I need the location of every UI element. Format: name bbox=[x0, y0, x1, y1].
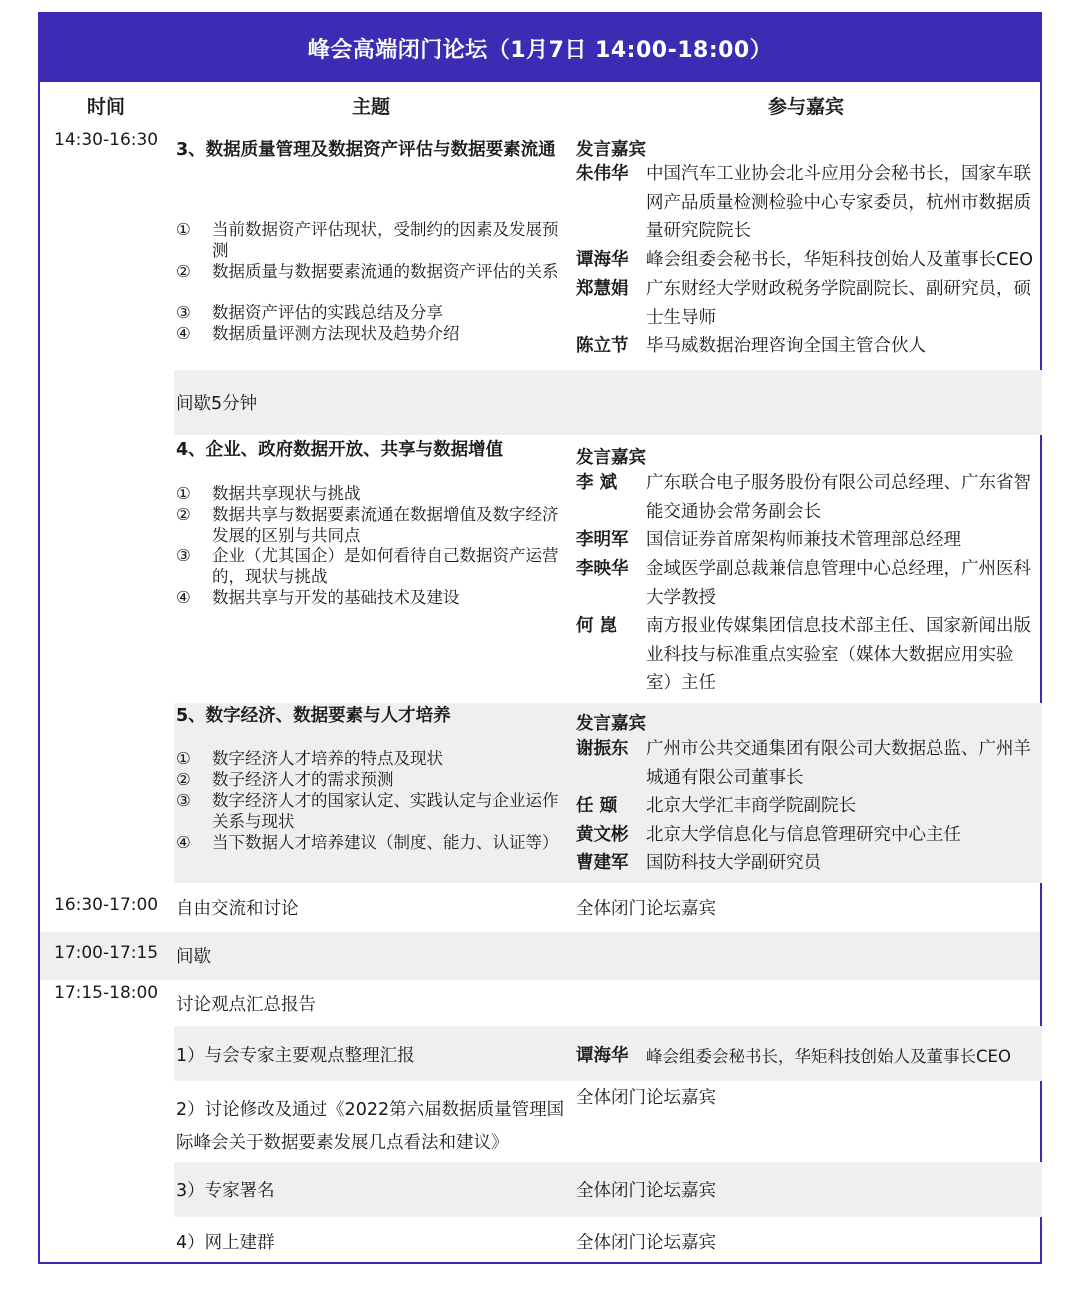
report-item-1-topic: 1）与会专家主要观点整理汇报 bbox=[176, 1046, 415, 1066]
speaker-desc: 毕马威数据治理咨询全国主管合伙人 bbox=[646, 336, 926, 356]
section-5-item bbox=[176, 769, 576, 790]
speaker-desc: 北京大学信息化与信息管理研究中心主任 bbox=[646, 825, 961, 845]
speaker-row bbox=[576, 555, 1036, 612]
speaker-desc: 国信证券首席架构师兼技术管理部总经理 bbox=[646, 530, 961, 550]
column-header-topic: 主题 bbox=[352, 96, 391, 118]
speaker-row bbox=[576, 275, 1036, 332]
report-item-2-guests: 全体闭门论坛嘉宾 bbox=[576, 1088, 716, 1108]
item-text: 数据共享现状与挑战 bbox=[212, 484, 361, 503]
section-4-item bbox=[176, 483, 576, 504]
speaker-name: 李 斌 bbox=[576, 473, 618, 493]
speaker-row bbox=[576, 469, 1036, 526]
speaker-row bbox=[576, 526, 1036, 555]
agenda-frame bbox=[38, 12, 1042, 1264]
speaker-desc: 广州市公共交通集团有限公司大数据总监、广州羊城通有限公司董事长 bbox=[646, 739, 1031, 788]
item-number: ③ bbox=[176, 791, 191, 810]
report-item-3-guests: 全体闭门论坛嘉宾 bbox=[576, 1181, 716, 1201]
item-text: 数字经济人才的国家认定、实践认定与企业运作关系与现状 bbox=[212, 791, 559, 831]
speaker-desc: 金域医学副总裁兼信息管理中心总经理，广州医科大学教授 bbox=[646, 559, 1031, 608]
item-text: 当下数据人才培养建议（制度、能力、认证等） bbox=[212, 833, 559, 852]
column-header-guests: 参与嘉宾 bbox=[768, 96, 845, 118]
speaker-name: 任 颋 bbox=[576, 796, 618, 816]
speaker-row bbox=[576, 821, 1036, 850]
time-slot-2: 16:30-17:00 bbox=[54, 895, 159, 915]
break-topic: 间歇 bbox=[176, 947, 211, 967]
speaker-name: 谢振东 bbox=[576, 739, 629, 759]
item-text: 数据质量与数据要素流通的数据资产评估的关系 bbox=[212, 262, 559, 281]
speaker-name: 李明军 bbox=[576, 530, 629, 550]
item-number: ④ bbox=[176, 833, 191, 852]
item-number: ① bbox=[176, 484, 191, 503]
section-5-title: 5、数字经济、数据要素与人才培养 bbox=[176, 706, 451, 726]
item-number: ④ bbox=[176, 588, 191, 607]
speaker-row bbox=[576, 792, 1036, 821]
section-3-item bbox=[176, 261, 576, 282]
item-text: 企业（尤其国企）是如何看待自己数据资产运营的，现状与挑战 bbox=[212, 546, 559, 586]
section-5-speaker-label: 发言嘉宾 bbox=[576, 714, 646, 734]
speaker-desc: 广东联合电子服务股份有限公司总经理、广东省智能交通协会常务副会长 bbox=[646, 473, 1031, 522]
item-number: ② bbox=[176, 505, 191, 524]
speaker-name: 谭海华 bbox=[576, 250, 629, 270]
speaker-desc: 国防科技大学副研究员 bbox=[646, 853, 821, 873]
time-slot-4: 17:15-18:00 bbox=[54, 983, 159, 1003]
speaker-name: 李映华 bbox=[576, 559, 629, 579]
speaker-row bbox=[576, 246, 1036, 275]
speaker-name: 陈立节 bbox=[576, 336, 629, 356]
item-text: 数字经济人才培养的特点及现状 bbox=[212, 749, 443, 768]
time-slot-1: 14:30-16:30 bbox=[54, 130, 159, 150]
speaker-desc: 北京大学汇丰商学院副院长 bbox=[646, 796, 856, 816]
section-4-item bbox=[176, 504, 576, 546]
speaker-row bbox=[576, 735, 1036, 792]
speaker-row bbox=[576, 849, 1036, 878]
speaker-name: 朱伟华 bbox=[576, 164, 629, 184]
section-3-item bbox=[176, 302, 576, 323]
speaker-name: 郑慧娟 bbox=[576, 279, 629, 299]
item-text: 数据资产评估的实践总结及分享 bbox=[212, 303, 443, 322]
speaker-desc: 中国汽车工业协会北斗应用分会秘书长，国家车联网产品质量检测检验中心专家委员，杭州市数据质量研究院院长 bbox=[646, 164, 1031, 242]
section-5-item bbox=[176, 832, 616, 853]
break-band bbox=[174, 370, 1042, 435]
speaker-row bbox=[576, 160, 1036, 246]
item-number: ② bbox=[176, 262, 191, 281]
item-number: ③ bbox=[176, 546, 191, 565]
section-3-item bbox=[176, 323, 576, 344]
section-4-title: 4、企业、政府数据开放、共享与数据增值 bbox=[176, 440, 504, 460]
speaker-row bbox=[576, 332, 1036, 361]
item-text: 数子经济人才的需求预测 bbox=[212, 770, 394, 789]
item-number: ④ bbox=[176, 324, 191, 343]
report-item-4-topic: 4）网上建群 bbox=[176, 1233, 275, 1253]
section-4-item bbox=[176, 545, 576, 587]
section-3-title: 3、数据质量管理及数据资产评估与数据要素流通 bbox=[176, 140, 556, 160]
item-text: 数据质量评测方法现状及趋势介绍 bbox=[212, 324, 460, 343]
item-number: ② bbox=[176, 770, 191, 789]
item-text: 当前数据资产评估现状，受制约的因素及发展预测 bbox=[212, 220, 559, 260]
speaker-desc: 广东财经大学财政税务学院副院长、副研究员，硕士生导师 bbox=[646, 279, 1031, 328]
item-text: 数据共享与开发的基础技术及建设 bbox=[212, 588, 460, 607]
section-4-item bbox=[176, 587, 576, 608]
section-4-speaker-label: 发言嘉宾 bbox=[576, 448, 646, 468]
speaker-name: 黄文彬 bbox=[576, 825, 629, 845]
item-number: ③ bbox=[176, 303, 191, 322]
report-item-1-guests: 峰会组委会秘书长，华矩科技创始人及董事长CEO bbox=[646, 1047, 1011, 1066]
section-3-speaker-label: 发言嘉宾 bbox=[576, 140, 646, 160]
free-discussion-guests: 全体闭门论坛嘉宾 bbox=[576, 899, 716, 919]
section-5-item bbox=[176, 748, 576, 769]
time-slot-3: 17:00-17:15 bbox=[54, 943, 159, 963]
report-topic: 讨论观点汇总报告 bbox=[176, 995, 316, 1015]
free-discussion-topic: 自由交流和讨论 bbox=[176, 899, 299, 919]
item-number: ① bbox=[176, 220, 191, 239]
column-header-time: 时间 bbox=[87, 96, 126, 118]
speaker-name: 曹建军 bbox=[576, 853, 629, 873]
break-5min: 间歇5分钟 bbox=[176, 394, 258, 414]
agenda-header: 峰会高端闭门论坛（1月7日 14:00-18:00） bbox=[40, 14, 1040, 82]
item-number: ① bbox=[176, 749, 191, 768]
speaker-desc: 南方报业传媒集团信息技术部主任、国家新闻出版业科技与标准重点实验室（媒体大数据应用实验室）主任 bbox=[646, 616, 1031, 694]
item-text: 数据共享与数据要素流通在数据增值及数字经济发展的区别与共同点 bbox=[212, 505, 559, 545]
speaker-desc: 峰会组委会秘书长，华矩科技创始人及董事长CEO bbox=[646, 250, 1034, 270]
section-5-item bbox=[176, 790, 576, 832]
speaker-name: 何 崑 bbox=[576, 616, 618, 636]
report-item-3-topic: 3）专家署名 bbox=[176, 1181, 275, 1201]
report-item-1-name: 谭海华 bbox=[576, 1046, 629, 1066]
report-item-4-guests: 全体闭门论坛嘉宾 bbox=[576, 1233, 716, 1253]
speaker-row bbox=[576, 612, 1036, 698]
report-item-2-topic: 2）讨论修改及通过《2022第六届数据质量管理国际峰会关于数据要素发展几点看法和建议》 bbox=[176, 1100, 565, 1153]
section-3-item bbox=[176, 219, 576, 261]
